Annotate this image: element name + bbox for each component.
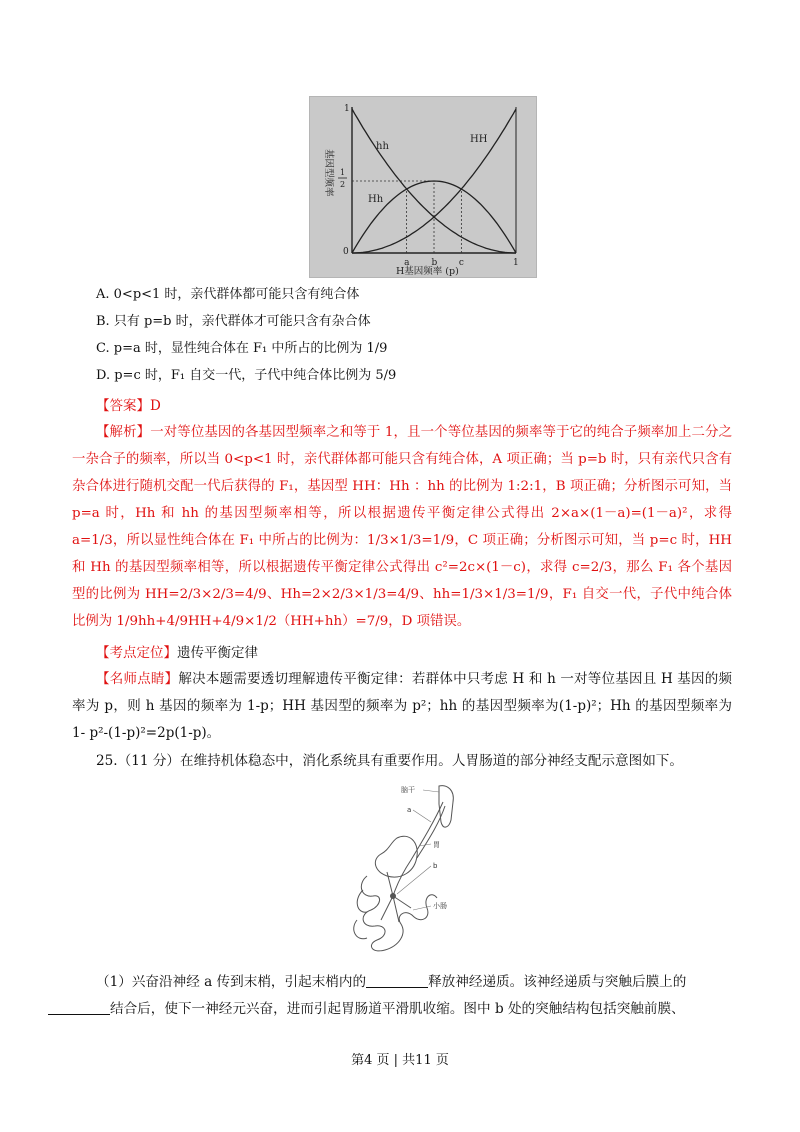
label-xiaochang: 小肠 — [433, 902, 447, 910]
kaodian-label: 【考点定位】 — [96, 645, 177, 661]
question-25: 25.（11 分）在维持机体稳态中，消化系统具有重要作用。人胃肠道的部分神经支配示意图如下。 — [96, 753, 683, 769]
option-a: A. 0<p<1 时，亲代群体都可能只含有纯合体 — [96, 287, 360, 302]
mingshi-text: 解决本题需要透切理解遗传平衡定律：若群体中只考虑 H 和 h 一对等位基因且 H 基因的频率为 p，则 h 基因的频率为 1-p；HH 基因型的频率为 p²；hh 的基因型频率为(1-p)²；Hh 的基因型频率为 1- p²-(1-p)²=2p(1-p)。 — [72, 671, 732, 741]
label-b: b — [433, 862, 438, 870]
label-line-a — [413, 810, 431, 822]
y-tick-half-num: 1 — [340, 168, 346, 177]
stomach-shape — [375, 836, 417, 877]
question-25-1 — [72, 969, 732, 1023]
blank-1[interactable] — [366, 973, 428, 988]
gut-nerve-svg — [327, 780, 477, 958]
mingshi — [72, 666, 732, 747]
analysis — [72, 419, 732, 635]
curve-label-Hh: Hh — [368, 194, 384, 205]
x-tick-c: c — [458, 258, 464, 268]
y-axis-label: 基因型频率 — [323, 149, 334, 197]
option-c: C. p=a 时，显性纯合体在 F₁ 中所占的比例为 1/9 — [96, 341, 388, 356]
label-line-xiaochang — [413, 906, 431, 910]
curve-label-hh: hh — [376, 141, 389, 152]
kaodian — [96, 641, 258, 661]
label-wei: 胃 — [433, 841, 440, 849]
label-brainstem: 脑干 — [401, 786, 415, 794]
intestine-coils — [361, 876, 437, 951]
kaodian-text: 遗传平衡定律 — [177, 645, 258, 661]
x-axis-label: H基因频率 (p) — [396, 266, 459, 277]
label-a: a — [407, 806, 412, 814]
y-tick-zero: 0 — [343, 247, 349, 257]
x-tick-b: b — [431, 258, 438, 268]
page-footer: 第4 页 | 共11 页 — [351, 1053, 449, 1068]
nerve-branches — [381, 872, 411, 922]
x-tick-1: 1 — [513, 258, 519, 268]
q25-1-part2: 释放神经递质。该神经递质与突触后膜上的 — [428, 974, 687, 990]
q25-1-part1: （1）兴奋沿神经 a 传到末梢，引起末梢内的 — [96, 974, 367, 990]
label-line-b — [397, 866, 431, 894]
gut-nerve-diagram — [327, 780, 477, 958]
nerve-a-2 — [417, 806, 445, 858]
y-tick-top: 1 — [344, 104, 350, 114]
q25-1-part3: 结合后，使下一神经元兴奋，进而引起胃肠道平滑肌收缩。图中 b 处的突触结构包括突触前膜、 — [110, 1001, 685, 1017]
label-line-top — [423, 790, 439, 792]
option-d: D. p=c 时，F₁ 自交一代，子代中纯合体比例为 5/9 — [96, 368, 397, 383]
analysis-text: 一对等位基因的各基因型频率之和等于 1，且一个等位基因的频率等于它的纯合子频率加上二分之一杂合子的频率，所以当 0<p<1 时，亲代群体都可能只含有纯合体，A 项正确；当 p=b 时，只有亲代只含有杂合体进行随机交配一代后获得的 F₁，基因型 HH：Hh ：hh 的比例为 1:2:1，B 项正确；分析图示可知，当 p=a 时，Hh 和 hh 的基因型频率相等，所以根据遗传平衡定律公式得出 2×a×(1－a)=(1－a)²，求得 a=1/3，所以显性纯合体在 F₁ 中所占的比例为：1/3×1/3=1/9，C 项正确；分析图示可知，当 p=c 时，HH 和 Hh 的基因型频率相等，所以根据遗传平衡定律公式得出 c²=2c×(1－c)，求得 c=2/3，那么 F₁ 各个基因型的比例为 HH=2/3×2/3=4/9、Hh=2×2/3×1/3=4/9、hh=1/3×1/3=1/9，F₁ 自交一代，子代中纯合体比例为 1/9hh+4/9HH+4/9×1/2（HH+hh）=7/9，D 项错误。 — [72, 425, 732, 629]
ganglion-b — [390, 893, 396, 899]
x-tick-a: a — [404, 258, 410, 268]
nerve-a — [393, 802, 443, 896]
blank-2[interactable] — [48, 1000, 110, 1015]
genotype-frequency-chart — [310, 97, 536, 277]
genotype-frequency-figure — [309, 96, 537, 278]
answer-label: 【答案】 — [96, 398, 150, 414]
analysis-label: 【解析】 — [96, 425, 151, 440]
mingshi-label: 【名师点睛】 — [96, 671, 179, 687]
curve-label-HH: HH — [470, 134, 488, 145]
answer — [96, 394, 161, 414]
answer-value: D — [150, 398, 161, 414]
option-b: B. 只有 p=b 时，亲代群体才可能只含有杂合体 — [96, 314, 371, 329]
y-tick-half-den: 2 — [340, 180, 346, 189]
